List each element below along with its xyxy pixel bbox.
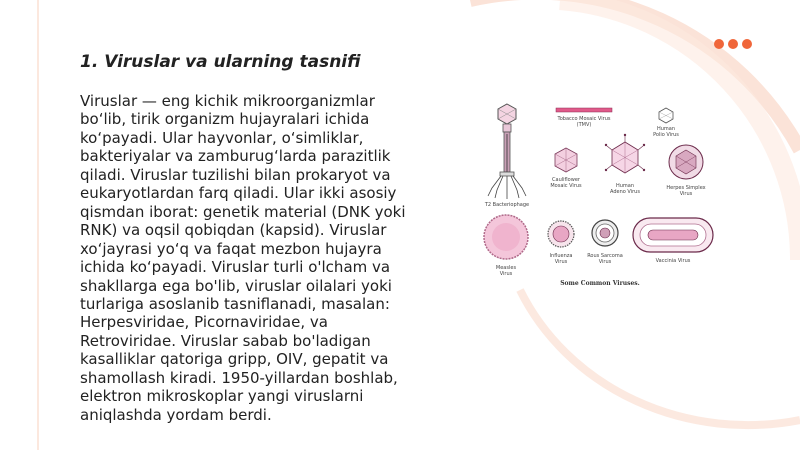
polio-virus xyxy=(653,108,679,138)
viruses-illustration xyxy=(470,102,760,294)
slide-title: 1. Viruslar va ularning tasnifi xyxy=(80,52,361,72)
dot-2 xyxy=(728,39,738,49)
svg-text:Adeno Virus: Adeno Virus xyxy=(610,189,640,195)
svg-text:Human: Human xyxy=(656,126,676,132)
svg-text:Virus: Virus xyxy=(499,271,513,277)
svg-text:Vaccinia Virus: Vaccinia Virus xyxy=(655,258,691,264)
svg-text:Human: Human xyxy=(615,183,635,189)
figure-caption: Some Common Viruses. xyxy=(560,280,640,287)
svg-text:Herpes Simplex: Herpes Simplex xyxy=(666,185,706,191)
svg-text:Virus: Virus xyxy=(598,259,612,265)
cauliflower-mosaic-virus xyxy=(550,148,582,189)
svg-text:Virus: Virus xyxy=(679,191,693,197)
svg-text:Influenza: Influenza xyxy=(549,253,573,259)
vaccinia-virus xyxy=(633,218,713,264)
svg-text:Polio Virus: Polio Virus xyxy=(653,132,679,138)
svg-text:(TMV): (TMV) xyxy=(576,122,592,128)
svg-text:Cauliflower: Cauliflower xyxy=(552,177,580,183)
t2-label: T2 Bacteriophage xyxy=(484,202,530,208)
svg-text:Measles: Measles xyxy=(495,265,517,271)
svg-text:Rous Sarcoma: Rous Sarcoma xyxy=(587,253,623,259)
measles-virus xyxy=(484,215,528,277)
herpes-simplex-virus xyxy=(666,145,705,197)
svg-text:Mosaic Virus: Mosaic Virus xyxy=(550,183,582,189)
influenza-virus xyxy=(548,221,574,265)
bottom-arc xyxy=(520,290,800,425)
decorative-dots xyxy=(714,39,752,49)
adeno-virus xyxy=(605,134,645,195)
svg-text:Virus: Virus xyxy=(554,259,568,265)
svg-text:Tobacco Mosaic Virus: Tobacco Mosaic Virus xyxy=(557,116,611,122)
tobacco-mosaic-virus xyxy=(556,108,612,128)
t2-bacteriophage xyxy=(484,104,529,208)
dot-3 xyxy=(742,39,752,49)
rous-sarcoma-virus xyxy=(587,220,623,265)
dot-1 xyxy=(714,39,724,49)
slide-body-text: Viruslar — eng kichik mikroorganizmlar bo‘lib, tirik organizm hujayralari ichida ko‘payadi. Ular hayvonlar, o‘simliklar, bakteriyalar va zamburug‘larda parazitlik qiladi. Viruslar tuzilishi bilan prokaryot va eukaryotlardan farq qiladi. Ular ikki asosiy qismdan iborat: genetik material (DNK yoki RNK) va oqsil qobiqdan (kapsid). Viruslar xo‘jayrasi yo‘q va faqat mezbon hujayra ichida ko‘payadi. Viruslar turli o'lcham va shakllarga ega bo'lib, viruslar oilalari yoki turlariga asoslanib tasniflanadi, masalan: Herpesviridae, Picornaviridae, va Retroviridae. Viruslar sabab bo'ladigan kasalliklar qatoriga gripp, OIV, gepatit va shamollash kiradi. 1950-yillardan boshlab, elektron mikroskoplar yangi viruslarni aniqlashda yordam berdi. xyxy=(80,92,406,424)
